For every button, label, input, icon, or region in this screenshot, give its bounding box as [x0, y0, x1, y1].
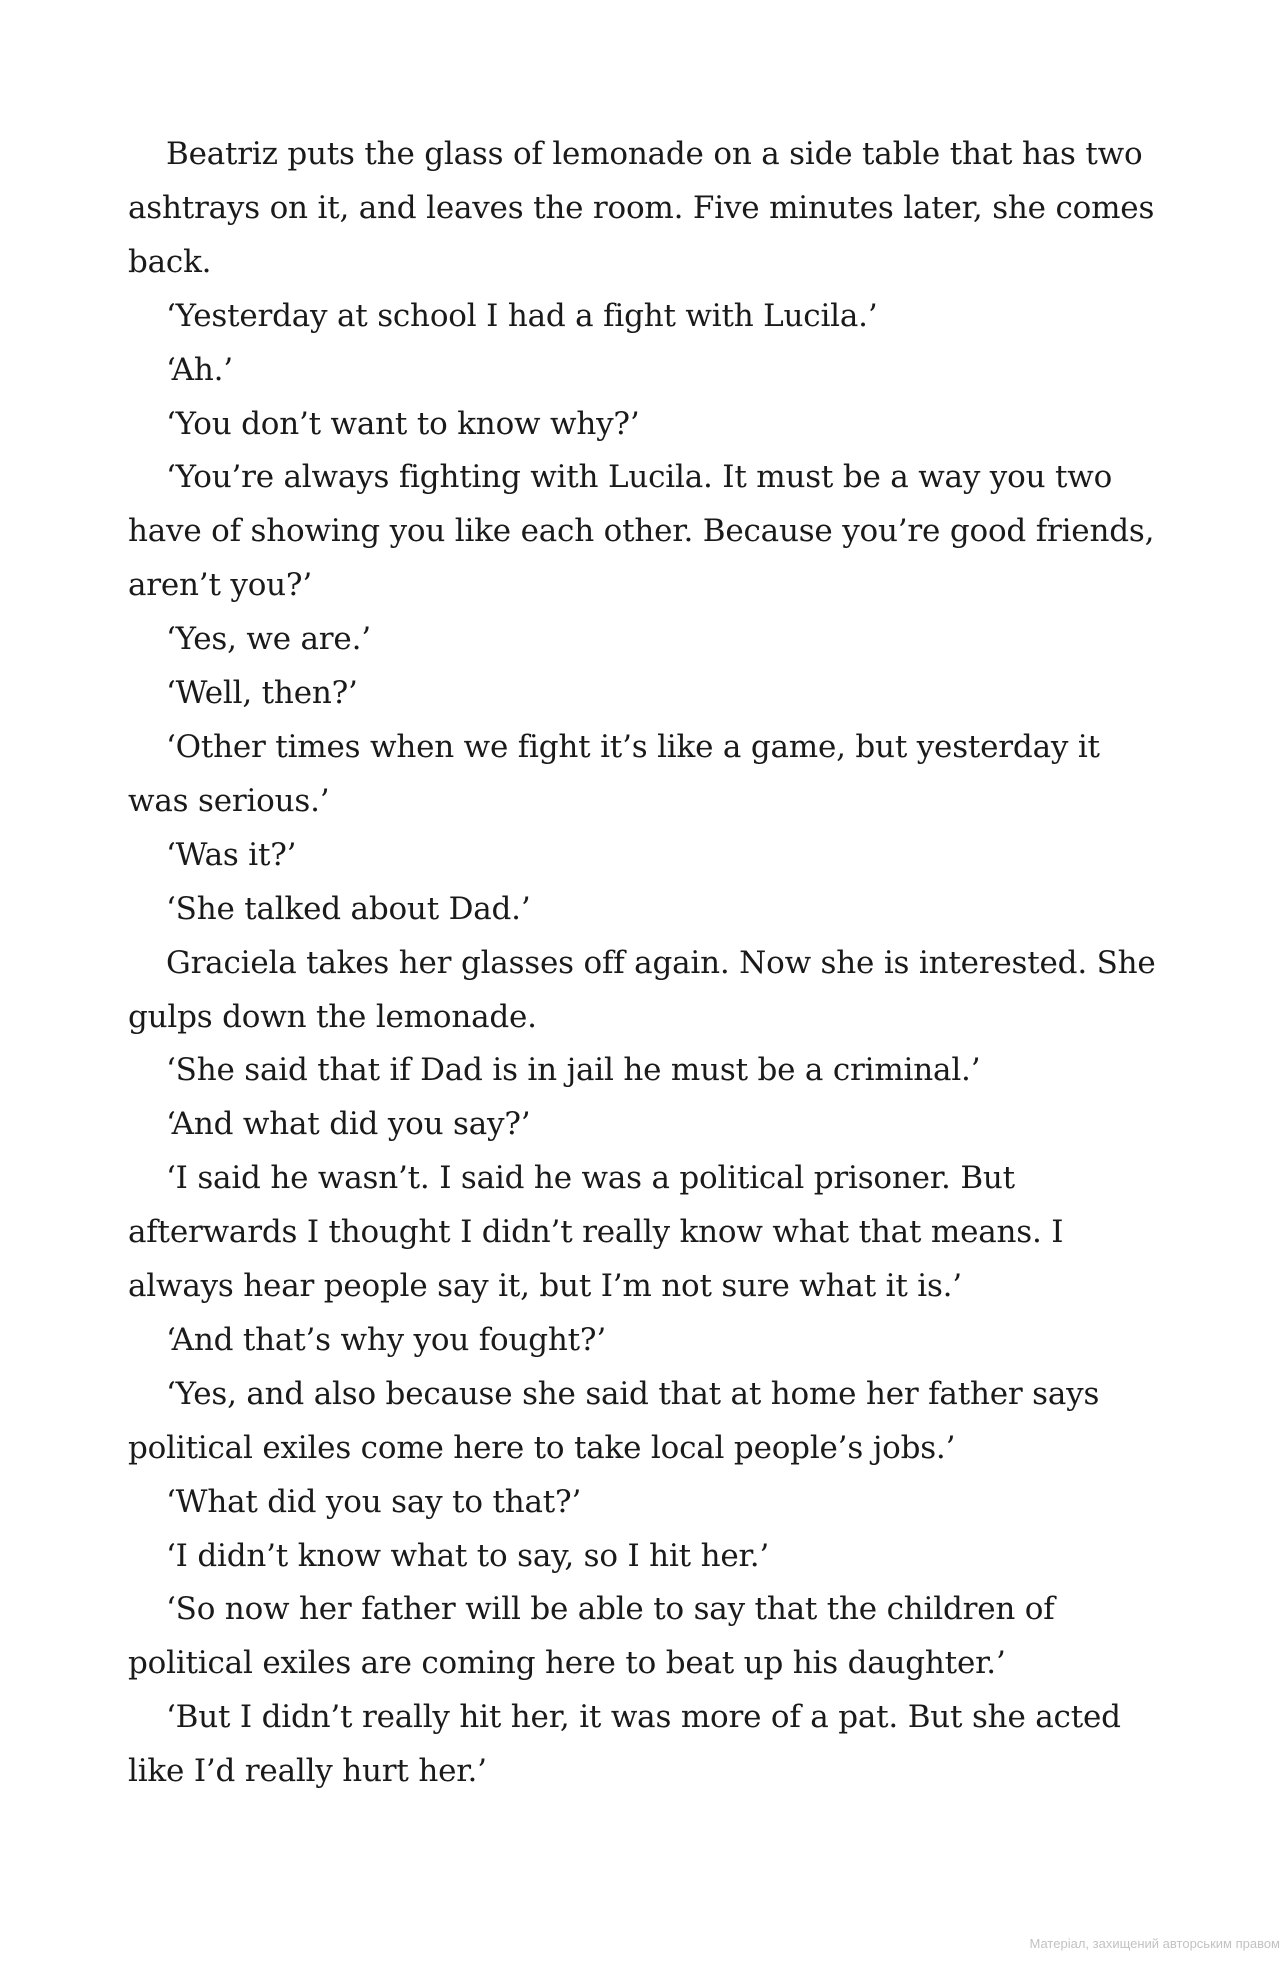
paragraph-12: ‘She said that if Dad is in jail he must be a criminal.’ — [166, 1052, 981, 1089]
paragraph-20: ‘But I didn’t really hit her, it was more of a pat. But she acted like I’d really hurt her.’ — [128, 1699, 1121, 1790]
paragraph-14: ‘I said he wasn’t. I said he was a political prisoner. But afterwards I thought I didn’t really know what that means. I always hear people say it, but I’m not sure what it is.’ — [128, 1160, 1064, 1305]
paragraph-18: ‘I didn’t know what to say, so I hit her.’ — [166, 1537, 770, 1574]
paragraph-2: ‘Yesterday at school I had a fight with Lucila.’ — [166, 297, 878, 334]
paragraph-9: ‘Was it?’ — [166, 836, 297, 873]
paragraph-11: Graciela takes her glasses off again. Now she is interested. She gulps down the lemonade. — [128, 944, 1156, 1035]
body-text — [128, 128, 1158, 1799]
paragraph-7: ‘Well, then?’ — [166, 675, 358, 712]
paragraph-3: ‘Ah.’ — [166, 351, 233, 388]
paragraph-8: ‘Other times when we fight it’s like a game, but yesterday it was serious.’ — [128, 728, 1100, 819]
paragraph-13: ‘And what did you say?’ — [166, 1106, 531, 1143]
paragraph-10: ‘She talked about Dad.’ — [166, 890, 531, 927]
paragraph-5: ‘You’re always fighting with Lucila. It must be a way you two have of showing you like each other. Because you’re good friends, aren’t you?’ — [128, 459, 1155, 604]
paragraph-16: ‘Yes, and also because she said that at home her father says political exiles come here to take local people’s jobs.’ — [128, 1375, 1100, 1466]
paragraph-17: ‘What did you say to that?’ — [166, 1483, 582, 1520]
paragraph-6: ‘Yes, we are.’ — [166, 621, 371, 658]
paragraph-19: ‘So now her father will be able to say that the children of political exiles are coming here to beat up his daughter.’ — [128, 1591, 1055, 1682]
paragraph-4: ‘You don’t want to know why?’ — [166, 405, 640, 442]
paragraph-15: ‘And that’s why you fought?’ — [166, 1321, 606, 1358]
paragraph-1: Beatriz puts the glass of lemonade on a side table that has two ashtrays on it, and leaves the room. Five minutes later, she comes back. — [128, 136, 1155, 280]
copyright-notice: Матеріал, захищений авторським правом — [1029, 1936, 1280, 1951]
